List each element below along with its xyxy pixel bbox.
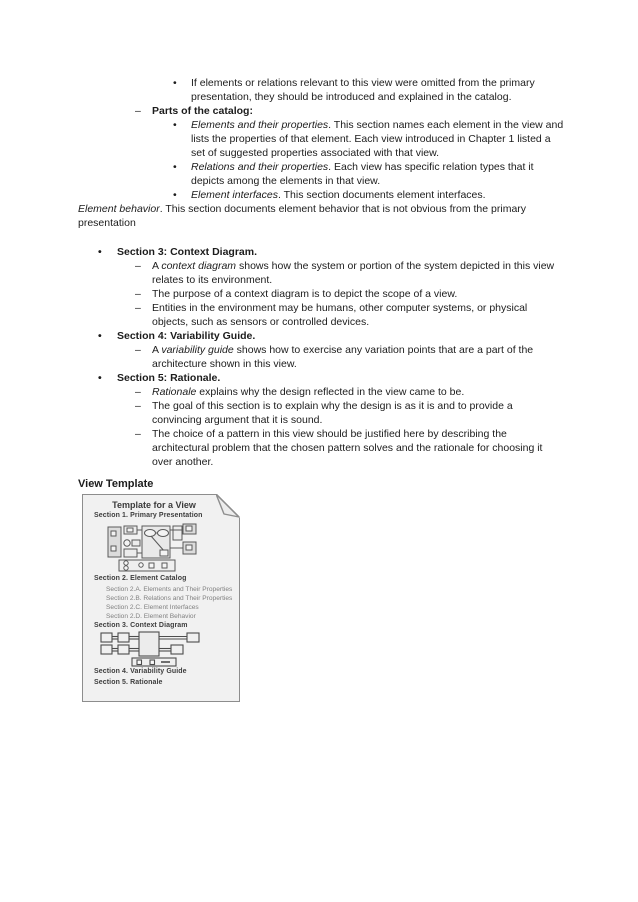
dash-marker: – [135, 288, 141, 300]
list-item-text: Elements and their properties. This section names each element in the view and lists the properties of that element. Each view introduced in Chapter 1 listed a set of suggested properties associated with that view. [191, 119, 564, 159]
dash-marker: – [135, 344, 141, 356]
list-item-text: Parts of the catalog: [152, 105, 253, 117]
dash-marker: – [135, 302, 141, 314]
term-italic: variability guide [161, 344, 234, 356]
view-template-heading: View Template [78, 478, 154, 490]
bullet-marker: • [98, 246, 102, 258]
context-diagram-thumbnail [99, 631, 209, 667]
dash-marker: – [135, 428, 141, 440]
term-italic: Relations and their properties [191, 161, 329, 173]
list-item [0, 76, 564, 104]
list-item [0, 245, 564, 259]
list-item-text: The purpose of a context diagram is to depict the scope of a view. [152, 288, 458, 300]
list-item [0, 301, 564, 329]
bullet-marker: • [98, 372, 102, 384]
primary-presentation-diagram [107, 522, 197, 572]
figure-title: Template for a View [112, 500, 196, 510]
list-item [0, 329, 564, 343]
bullet-marker: • [98, 330, 102, 342]
list-item [0, 385, 564, 399]
figure-section-2b: Section 2.B. Relations and Their Properties [106, 595, 233, 602]
sections-list [0, 245, 638, 469]
list-item-text: A context diagram shows how the system or portion of the system depicted in this view relates to its environment. [152, 260, 555, 286]
list-item [0, 287, 564, 301]
list-item [0, 259, 564, 287]
term-italic: context diagram [161, 260, 237, 272]
list-item-text: Entities in the environment may be humans, other computer systems, or physical objects, such as sensors or controlled devices. [152, 302, 528, 328]
figure-section-1: Section 1. Primary Presentation [94, 512, 203, 519]
list-item [0, 427, 564, 469]
bullet-marker: • [173, 119, 177, 131]
section-title: Section 3: Context Diagram. [117, 246, 258, 258]
list-item [0, 160, 564, 188]
figure-section-5: Section 5. Rationale [94, 679, 163, 686]
term-italic: Elements and their properties [191, 119, 329, 131]
list-item-text: A variability guide shows how to exercise any variation points that are a part of the architecture shown in this view. [152, 344, 534, 370]
term-italic: Rationale [152, 386, 197, 398]
bullet-marker: • [173, 161, 177, 173]
list-item [0, 104, 564, 118]
figure-section-2a: Section 2.A. Elements and Their Properties [106, 586, 233, 593]
dash-marker: – [135, 386, 141, 398]
list-item-text: Element interfaces. This section documents element interfaces. [191, 189, 486, 201]
list-item-text: The goal of this section is to explain why the design is as it is and to provide a convincing argument that it is sound. [152, 400, 513, 426]
list-item-text: Rationale explains why the design reflected in the view came to be. [152, 386, 465, 398]
dash-marker: – [135, 400, 141, 412]
bullet-marker: • [173, 189, 177, 201]
list-item-text: Relations and their properties. Each view has specific relation types that it depicts among the elements in that view. [191, 161, 534, 187]
list-item-text: The choice of a pattern in this view should be justified here by describing the architectural problem that the chosen pattern solves and the rationale for choosing it over another. [152, 428, 543, 468]
list-item [0, 118, 564, 160]
list-item-text: If elements or relations relevant to this view were omitted from the primary presentation, they should be introduced and explained in the catalog. [191, 77, 535, 103]
view-template-figure [82, 494, 240, 702]
list-item [0, 399, 564, 427]
figure-section-4: Section 4. Variability Guide [94, 668, 187, 675]
section-title: Section 5: Rationale. [117, 372, 221, 384]
term-italic: Element behavior [78, 203, 160, 215]
figure-section-3: Section 3. Context Diagram [94, 622, 188, 629]
list-item [0, 343, 564, 371]
figure-section-2: Section 2. Element Catalog [94, 575, 187, 582]
bullet-marker: • [173, 77, 177, 89]
list-item [0, 371, 564, 385]
dash-marker: – [135, 260, 141, 272]
list-item [0, 188, 564, 202]
section-title: Section 4: Variability Guide. [117, 330, 256, 342]
figure-section-2d: Section 2.D. Element Behavior [106, 613, 196, 620]
term-italic: Element interfaces [191, 189, 278, 201]
dash-marker: – [135, 105, 141, 117]
figure-section-2c: Section 2.C. Element Interfaces [106, 604, 199, 611]
element-behavior-paragraph: Element behavior. This section documents element behavior that is not obvious from the primary presentation [78, 203, 527, 229]
